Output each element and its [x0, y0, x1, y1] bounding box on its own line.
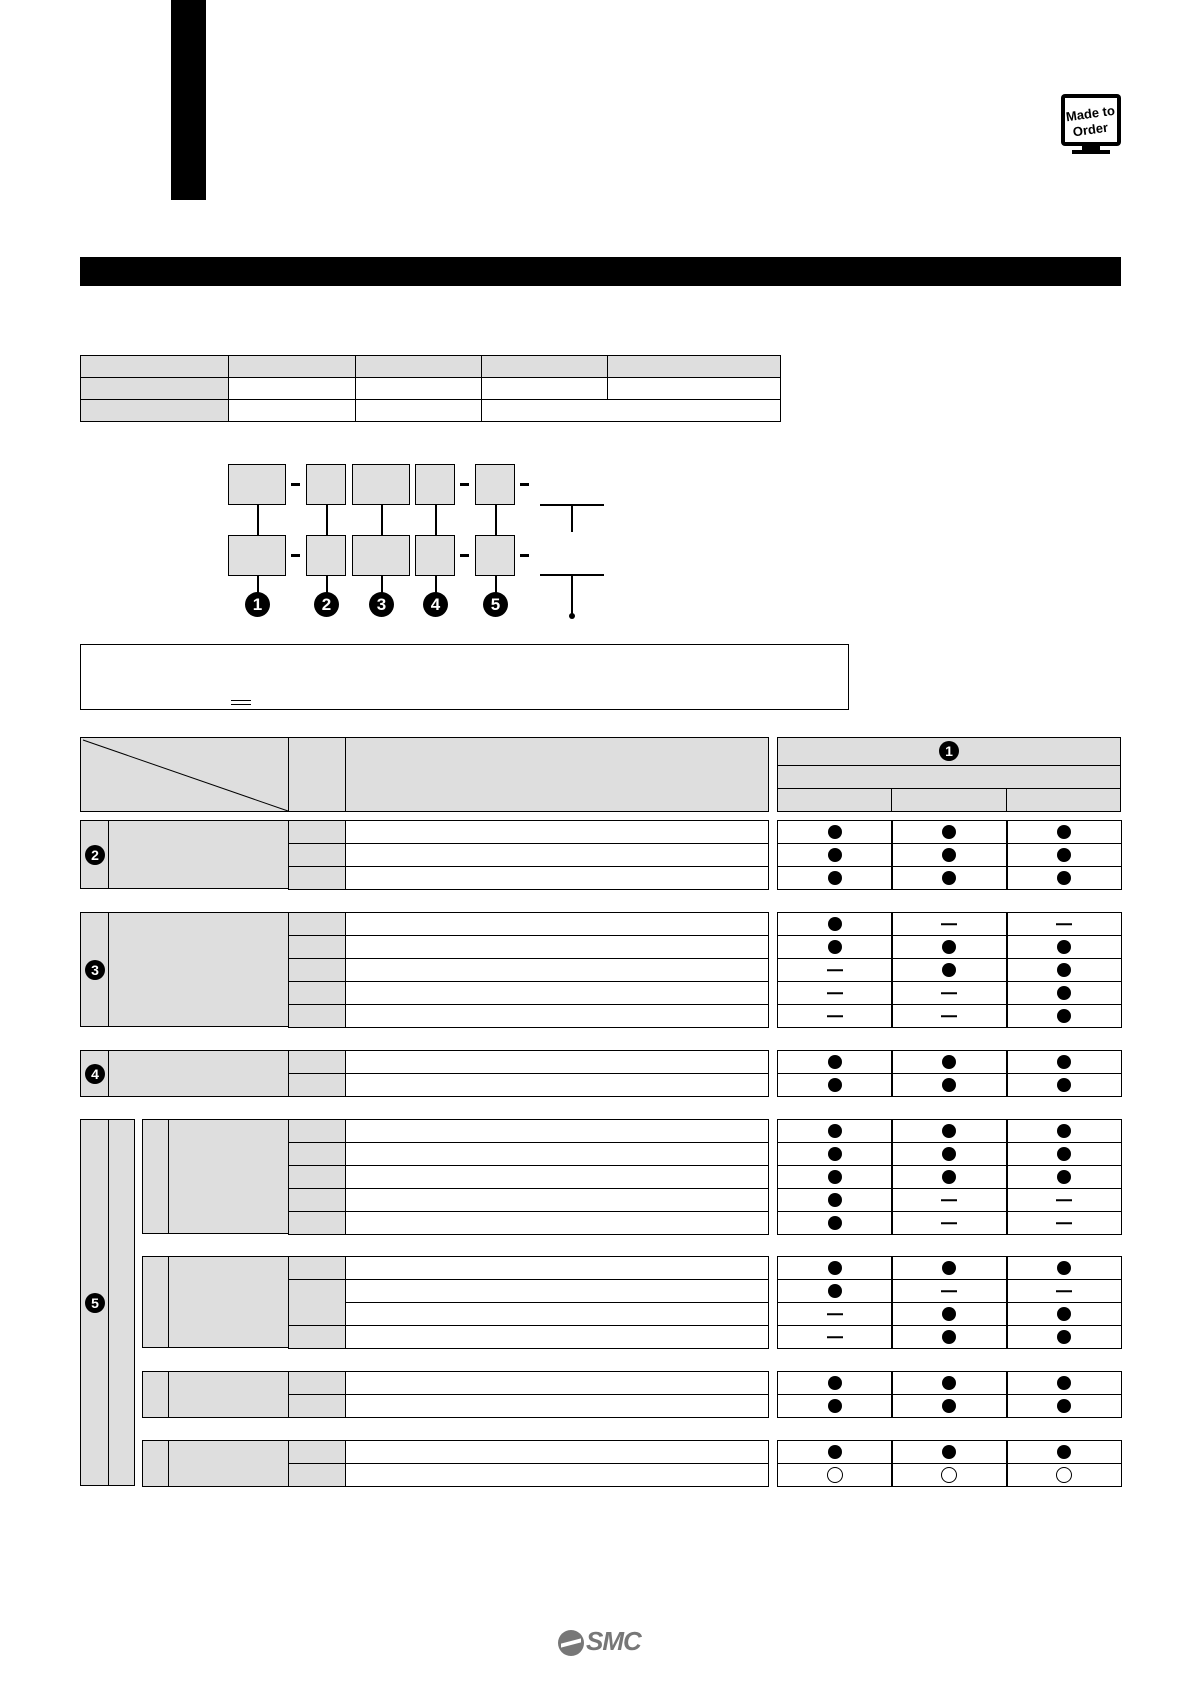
not-available-dash-icon — [941, 1222, 957, 1224]
not-available-dash-icon — [941, 1015, 957, 1017]
table-symbol-cell — [288, 981, 346, 1005]
logo-text: SMC — [586, 1626, 641, 1656]
table-symbol-cell — [288, 1325, 346, 1349]
section-5b-label-cell — [168, 1256, 289, 1348]
table-symbol-cell — [288, 1188, 346, 1212]
available-mark-icon — [942, 1124, 956, 1138]
table-description-cell — [345, 912, 769, 936]
not-available-dash-icon — [1056, 1290, 1072, 1292]
available-mark-icon — [828, 1147, 842, 1161]
available-mark-icon — [1057, 1078, 1071, 1092]
available-mark-icon — [1057, 1055, 1071, 1069]
code-box-1-top — [228, 464, 286, 505]
available-mark-icon — [1057, 1399, 1071, 1413]
table-symbol-cell — [288, 1119, 346, 1143]
code-box-2-top — [306, 464, 346, 505]
table-description-cell — [345, 1302, 769, 1326]
not-available-dash-icon — [941, 923, 957, 925]
code-number-4: 4 — [423, 592, 448, 617]
code-box-1-bottom — [228, 535, 286, 576]
table-description-cell — [345, 1463, 769, 1487]
not-available-dash-icon — [827, 1015, 843, 1017]
section-5-number-cell — [80, 1119, 109, 1486]
smc-logo — [558, 1626, 641, 1656]
not-available-dash-icon — [1056, 1222, 1072, 1224]
available-mark-icon — [828, 940, 842, 954]
table-description-cell — [345, 1188, 769, 1212]
section-title-bar — [80, 257, 1121, 286]
table-description-cell — [345, 1211, 769, 1235]
table-description-cell — [345, 1119, 769, 1143]
table-description-cell — [345, 935, 769, 959]
available-mark-icon — [828, 1078, 842, 1092]
available-mark-icon — [1057, 1147, 1071, 1161]
available-mark-icon — [828, 1445, 842, 1459]
available-mark-icon — [942, 871, 956, 885]
not-available-dash-icon — [941, 1199, 957, 1201]
available-mark-icon — [828, 1399, 842, 1413]
section-5b-index-cell — [142, 1256, 169, 1348]
section-number-4: 4 — [85, 1064, 105, 1084]
semi-standard-mark-icon — [941, 1467, 957, 1483]
code-box-4-top — [415, 464, 455, 505]
table-symbol-cell — [288, 1279, 346, 1326]
available-mark-icon — [942, 825, 956, 839]
table-description-cell — [345, 1394, 769, 1418]
available-mark-icon — [828, 1055, 842, 1069]
section-number-2: 2 — [85, 845, 105, 865]
not-available-dash-icon — [941, 1290, 957, 1292]
standard-mark — [231, 700, 251, 705]
available-mark-icon — [942, 1261, 956, 1275]
not-available-dash-icon — [1056, 1199, 1072, 1201]
available-mark-icon — [828, 1261, 842, 1275]
table-symbol-cell — [288, 820, 346, 844]
available-mark-icon — [942, 848, 956, 862]
badge-line1: Made to — [1065, 102, 1116, 125]
available-mark-icon — [1057, 986, 1071, 1000]
code-box-2-bottom — [306, 535, 346, 576]
table-symbol-cell — [288, 1211, 346, 1235]
badge-line2: Order — [1071, 119, 1109, 140]
table-description-cell — [345, 1073, 769, 1097]
table-description-cell — [345, 1279, 769, 1303]
not-available-dash-icon — [941, 992, 957, 994]
available-mark-icon — [942, 1170, 956, 1184]
section-4-label-cell — [108, 1050, 289, 1097]
section-number-3: 3 — [85, 960, 105, 980]
available-mark-icon — [828, 1193, 842, 1207]
available-mark-icon — [828, 848, 842, 862]
code-number-1: 1 — [245, 592, 270, 617]
section-5a-label-cell — [168, 1119, 289, 1234]
table-symbol-cell — [288, 1142, 346, 1166]
table-symbol-cell — [288, 958, 346, 982]
available-mark-icon — [1057, 1445, 1071, 1459]
section-2-number-cell — [80, 820, 109, 889]
table-description-cell — [345, 1004, 769, 1028]
table-header-description — [345, 737, 769, 812]
table-description-cell — [345, 820, 769, 844]
table-symbol-cell — [288, 1463, 346, 1487]
header-number-1: 1 — [939, 741, 959, 761]
section-5d-label-cell — [168, 1440, 289, 1487]
not-available-dash-icon — [827, 1336, 843, 1338]
table-symbol-cell — [288, 1256, 346, 1280]
available-mark-icon — [828, 1284, 842, 1298]
section-5a-index-cell — [142, 1119, 169, 1234]
table-description-cell — [345, 1256, 769, 1280]
table-symbol-cell — [288, 912, 346, 936]
available-mark-icon — [1057, 1124, 1071, 1138]
available-mark-icon — [1057, 963, 1071, 977]
table-description-cell — [345, 866, 769, 890]
not-available-dash-icon — [827, 969, 843, 971]
note-box — [80, 644, 849, 710]
section-5c-label-cell — [168, 1371, 289, 1418]
available-mark-icon — [828, 871, 842, 885]
table-symbol-cell — [288, 935, 346, 959]
code-box-3-bottom — [352, 535, 410, 576]
available-mark-icon — [1057, 1330, 1071, 1344]
available-mark-icon — [942, 1399, 956, 1413]
available-mark-icon — [828, 1124, 842, 1138]
code-number-2: 2 — [314, 592, 339, 617]
available-mark-icon — [1057, 1376, 1071, 1390]
table-description-cell — [345, 1050, 769, 1074]
available-mark-icon — [828, 825, 842, 839]
made-to-order-icon — [1060, 93, 1122, 155]
available-mark-icon — [942, 1307, 956, 1321]
available-mark-icon — [1057, 1307, 1071, 1321]
table-header-symbol — [288, 737, 346, 812]
available-mark-icon — [1057, 871, 1071, 885]
spec-table — [80, 355, 781, 422]
available-mark-icon — [1057, 1170, 1071, 1184]
semi-standard-mark-icon — [1056, 1467, 1072, 1483]
available-mark-icon — [1057, 848, 1071, 862]
available-mark-icon — [1057, 940, 1071, 954]
table-symbol-cell — [288, 1394, 346, 1418]
table-symbol-cell — [288, 1050, 346, 1074]
available-mark-icon — [942, 1055, 956, 1069]
side-index-tab — [171, 0, 206, 200]
section-4-number-cell — [80, 1050, 109, 1097]
table-description-cell — [345, 1325, 769, 1349]
available-mark-icon — [1057, 1261, 1071, 1275]
section-5-sub-cell — [108, 1119, 135, 1486]
available-mark-icon — [1057, 825, 1071, 839]
spec-table-row — [81, 378, 781, 400]
available-mark-icon — [942, 940, 956, 954]
smc-logo-icon — [558, 1630, 584, 1656]
available-mark-icon — [942, 963, 956, 977]
available-mark-icon — [942, 1376, 956, 1390]
table-description-cell — [345, 1440, 769, 1464]
table-description-cell — [345, 843, 769, 867]
available-mark-icon — [828, 1216, 842, 1230]
table-symbol-cell — [288, 1371, 346, 1395]
table-description-cell — [345, 981, 769, 1005]
table-header-corner — [80, 737, 289, 812]
section-5c-index-cell — [142, 1371, 169, 1418]
table-description-cell — [345, 1165, 769, 1189]
available-mark-icon — [1057, 1009, 1071, 1023]
code-box-4-bottom — [415, 535, 455, 576]
spec-table-header-row — [81, 356, 781, 378]
code-box-3-top — [352, 464, 410, 505]
table-symbol-cell — [288, 843, 346, 867]
table-symbol-cell — [288, 1165, 346, 1189]
section-5d-index-cell — [142, 1440, 169, 1487]
section-3-number-cell — [80, 912, 109, 1027]
not-available-dash-icon — [827, 1313, 843, 1315]
table-symbol-cell — [288, 1004, 346, 1028]
code-number-3: 3 — [369, 592, 394, 617]
section-number-5: 5 — [85, 1293, 105, 1313]
table-header-models — [777, 737, 1121, 812]
table-description-cell — [345, 1142, 769, 1166]
available-mark-icon — [942, 1330, 956, 1344]
table-symbol-cell — [288, 1440, 346, 1464]
not-available-dash-icon — [1056, 923, 1072, 925]
available-mark-icon — [942, 1445, 956, 1459]
section-3-label-cell — [108, 912, 289, 1027]
available-mark-icon — [942, 1147, 956, 1161]
not-available-dash-icon — [827, 992, 843, 994]
table-symbol-cell — [288, 866, 346, 890]
code-box-5-top — [475, 464, 515, 505]
available-mark-icon — [828, 1170, 842, 1184]
table-description-cell — [345, 958, 769, 982]
spec-table-row — [81, 400, 781, 422]
code-number-5: 5 — [483, 592, 508, 617]
table-description-cell — [345, 1371, 769, 1395]
section-2-label-cell — [108, 820, 289, 889]
table-symbol-cell — [288, 1073, 346, 1097]
available-mark-icon — [942, 1078, 956, 1092]
available-mark-icon — [828, 1376, 842, 1390]
semi-standard-mark-icon — [827, 1467, 843, 1483]
available-mark-icon — [828, 917, 842, 931]
code-box-5-bottom — [475, 535, 515, 576]
